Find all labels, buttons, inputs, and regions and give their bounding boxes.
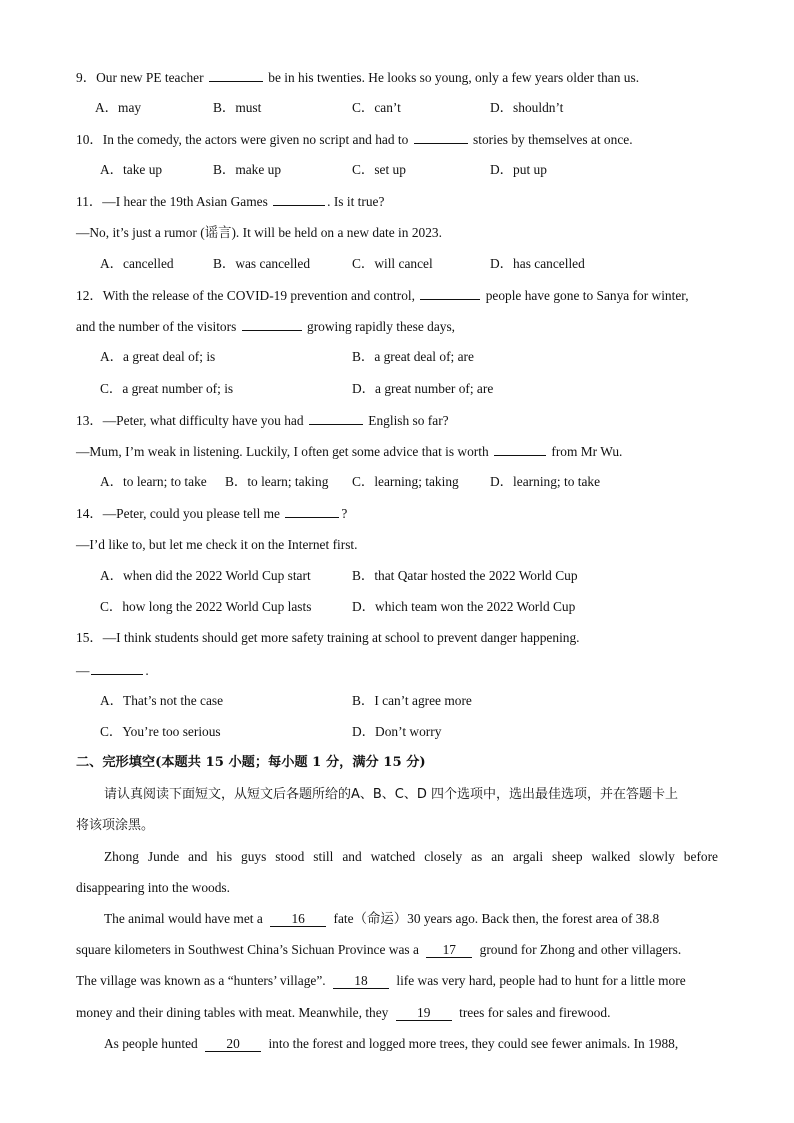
passage-text: ground for Zhong and other villagers.	[479, 942, 682, 957]
option-b[interactable]: B．I can’t agree more	[352, 693, 472, 708]
question-15	[76, 629, 580, 647]
answer-blank[interactable]	[309, 411, 363, 425]
option-a[interactable]: A．when did the 2022 World Cup start	[100, 568, 311, 583]
question-14-line2: —I’d like to, but let me check it on the Internet first.	[76, 537, 358, 552]
passage-text: life was very hard, people had to hunt for a little more	[396, 973, 686, 988]
question-text: English so far?	[368, 413, 449, 428]
answer-blank[interactable]	[242, 317, 302, 331]
question-text: —Mum, I’m weak in listening. Luckily, I often get some advice that is worth	[76, 444, 489, 459]
option-d[interactable]: D．has cancelled	[490, 256, 585, 271]
passage-text: As people hunted	[104, 1036, 198, 1051]
passage-line	[76, 1004, 610, 1022]
question-text: .	[145, 663, 149, 678]
cloze-gap-18[interactable]: 18	[333, 974, 389, 989]
passage-line	[76, 972, 686, 990]
question-text: Our new PE teacher	[96, 70, 204, 85]
answer-blank[interactable]	[494, 442, 546, 456]
answer-blank[interactable]	[285, 504, 339, 518]
question-number: 10．	[76, 132, 103, 147]
passage-paragraph-1: Zhong Junde and his guys stood still and watched closely as an argali sheep walked slowly before	[104, 849, 718, 864]
question-9	[76, 68, 639, 87]
question-15-line2	[76, 661, 149, 680]
question-text: —Peter, could you please tell me	[102, 506, 280, 521]
option-a[interactable]: A．take up	[100, 162, 163, 177]
question-number: 15．	[76, 630, 103, 645]
option-c[interactable]: C．learning; taking	[352, 474, 459, 489]
section-instructions: 请认真阅读下面短文，从短文后各题所给的A、B、C、D 四个选项中，选出最佳选项，并在答题卡上	[104, 787, 679, 802]
answer-blank[interactable]	[420, 286, 480, 300]
question-12-line2	[76, 317, 455, 336]
option-c[interactable]: C．how long the 2022 World Cup lasts	[100, 599, 312, 614]
question-12	[76, 286, 689, 305]
question-14	[76, 504, 347, 523]
passage-text: money and their dining tables with meat. Meanwhile, they	[76, 1005, 389, 1020]
question-number: 14．	[76, 506, 103, 521]
question-text: ?	[341, 506, 348, 521]
question-text: —Peter, what difficulty have you had	[102, 413, 304, 428]
option-d[interactable]: D．learning; to take	[490, 474, 601, 489]
question-text: and the number of the visitors	[76, 319, 237, 334]
option-b[interactable]: B．was cancelled	[213, 256, 311, 271]
question-11	[76, 192, 384, 211]
passage-text: The animal would have met a	[104, 911, 263, 926]
passage-line	[76, 941, 681, 959]
passage-paragraph-3	[104, 1035, 678, 1053]
passage-text: into the forest and logged more trees, they could see fewer animals. In 1988,	[268, 1036, 679, 1051]
question-text: —	[76, 663, 90, 678]
question-text: be in his twenties. He looks so young, only a few years older than us.	[268, 70, 640, 85]
option-a[interactable]: A．cancelled	[100, 256, 174, 271]
passage-text: square kilometers in Southwest China’s Sichuan Province was a	[76, 942, 419, 957]
option-b[interactable]: B．that Qatar hosted the 2022 World Cup	[352, 568, 578, 583]
passage-line: disappearing into the woods.	[76, 880, 230, 895]
option-d[interactable]: D．Don’t worry	[352, 724, 442, 739]
cloze-gap-17[interactable]: 17	[426, 943, 472, 958]
passage-text: trees for sales and firewood.	[459, 1005, 611, 1020]
question-number: 11．	[76, 194, 103, 209]
option-d[interactable]: D．which team won the 2022 World Cup	[352, 599, 576, 614]
section-instructions-cont: 将该项涂黑。	[76, 818, 155, 833]
question-text: In the comedy, the actors were given no script and had to	[102, 132, 409, 147]
question-10	[76, 130, 633, 149]
question-text: people have gone to Sanya for winter,	[485, 288, 689, 303]
question-text: growing rapidly these days,	[307, 319, 456, 334]
option-a[interactable]: A．may	[95, 100, 142, 115]
option-c[interactable]: C．set up	[352, 162, 406, 177]
question-text: With the release of the COVID-19 prevention and control,	[102, 288, 415, 303]
question-text: —I think students should get more safety training at school to prevent danger happening.	[102, 630, 580, 645]
answer-blank[interactable]	[209, 68, 263, 82]
question-text: . Is it true?	[327, 194, 385, 209]
question-text: from Mr Wu.	[551, 444, 623, 459]
answer-blank[interactable]	[414, 130, 468, 144]
passage-text: fate（命运）30 years ago. Back then, the forest area of 38.8	[333, 911, 660, 926]
answer-blank[interactable]	[91, 661, 143, 675]
cloze-gap-20[interactable]: 20	[205, 1037, 261, 1052]
option-c[interactable]: C．will cancel	[352, 256, 433, 271]
answer-blank[interactable]	[273, 192, 325, 206]
option-b[interactable]: B．make up	[213, 162, 282, 177]
question-13-line2	[76, 442, 622, 461]
question-number: 12．	[76, 288, 103, 303]
question-number: 9．	[76, 70, 97, 85]
option-c[interactable]: C．can’t	[352, 100, 401, 115]
option-a[interactable]: A．to learn; to take	[100, 474, 207, 489]
option-d[interactable]: D．a great number of; are	[352, 381, 494, 396]
option-d[interactable]: D．put up	[490, 162, 547, 177]
question-text: stories by themselves at once.	[473, 132, 633, 147]
question-11-line2: —No, it’s just a rumor (谣言). It will be held on a new date in 2023.	[76, 225, 442, 240]
option-c[interactable]: C．You’re too serious	[100, 724, 221, 739]
passage-text: The village was known as a “hunters’ village”.	[76, 973, 326, 988]
section-heading: 二、完形填空(本题共 15 小题；每小题 1 分，满分 15 分)	[76, 755, 426, 770]
option-c[interactable]: C．a great number of; is	[100, 381, 234, 396]
option-b[interactable]: B．must	[213, 100, 262, 115]
question-13	[76, 411, 449, 430]
passage-paragraph-2	[104, 910, 659, 928]
cloze-gap-19[interactable]: 19	[396, 1006, 452, 1021]
question-number: 13．	[76, 413, 103, 428]
option-d[interactable]: D．shouldn’t	[490, 100, 564, 115]
option-b[interactable]: B．a great deal of; are	[352, 349, 474, 364]
cloze-gap-16[interactable]: 16	[270, 912, 326, 927]
option-b[interactable]: B．to learn; taking	[225, 474, 329, 489]
option-a[interactable]: A．a great deal of; is	[100, 349, 216, 364]
option-a[interactable]: A．That’s not the case	[100, 693, 224, 708]
question-text: —I hear the 19th Asian Games	[102, 194, 268, 209]
